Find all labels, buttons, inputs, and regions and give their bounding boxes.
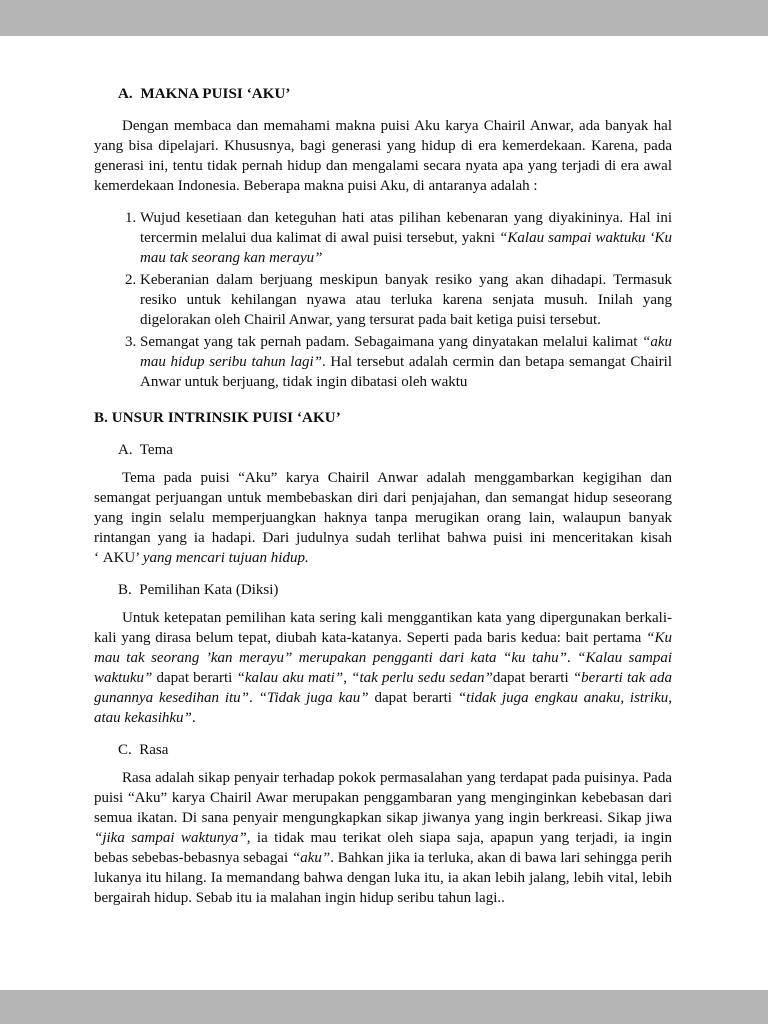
document-page	[0, 36, 768, 990]
text-run: dapat berarti	[368, 690, 458, 706]
document-content	[94, 84, 672, 920]
text-run: .	[249, 690, 259, 706]
tema-subheading: A. Tema	[118, 442, 173, 458]
text-run: Dengan membaca dan memahami makna puisi Aku karya Chairil Anwar, ada banyak hal yang bisa dipelajari. Khususnya, bagi generasi yang hidup di era kemerdekaan. Karena, pada generasi ini, tentu tidak pernah hidup dan mengalami secara nyata apa yang terjadi di era awal kemerdekaan Indonesia. Beberapa makna puisi Aku, di antaranya adalah :	[94, 118, 672, 194]
text-run: . Hal tersebut adalah cermin dan betapa semangat Chairil Anwar untuk berjuang, tidak ingin dibatasi oleh waktu	[140, 354, 672, 390]
section-b-heading: B. UNSUR INTRINSIK PUISI ‘AKU’	[94, 410, 341, 426]
diksi-subheading: B. Pemilihan Kata (Diksi)	[118, 582, 279, 598]
rasa-paragraph	[94, 768, 672, 908]
list-item-1	[140, 208, 672, 268]
text-run: dapat berarti	[492, 670, 573, 686]
italic-text-run: “Kalau sampai waktuku ‘Ku mau tak seorang kan merayu”	[140, 230, 673, 266]
italic-text-run: “Tidak juga kau”	[258, 690, 369, 706]
rasa-subheading: C. Rasa	[118, 742, 169, 758]
section-a-heading: A. MAKNA PUISI ‘AKU’	[118, 86, 291, 102]
text-run: Tema pada puisi “Aku” karya Chairil Anwar adalah menggambarkan kegigihan dan semangat perjuangan untuk membebaskan diri dari penjajahan, dan semangat hidup seseorang yang ingin selalu memperjuangkan haknya tanpa merugikan orang lain, walaupun banyak rintangan yang ia hadapi. Dari judulnya sudah terlihat bahwa puisi ini menceritakan kisah ‘ AKU’	[94, 470, 672, 566]
text-run: dapat berarti	[152, 670, 237, 686]
text-run: .	[191, 710, 196, 726]
text-run: Rasa adalah sikap penyair terhadap pokok permasalahan yang terdapat pada puisinya. Pada puisi “Aku” karya Chairil Awar merupakan penggambaran yang menginginkan kebebasan dari semua ikatan. Di sana penyair mengungkapkan sikap jiwanya yang ingin berkreasi. Sikap jiwa	[94, 770, 672, 826]
text-run: Keberanian dalam berjuang meskipun banyak resiko yang akan dihadapi. Termasuk resiko untuk kehilangan nyawa atau terluka karena senjata musuh. Inilah yang digelorakan oleh Chairil Anwar, yang tersurat pada bait ketiga puisi tersebut.	[140, 272, 672, 328]
italic-text-run: “aku”	[291, 850, 331, 866]
italic-text-run: “kalau aku mati”	[236, 670, 344, 686]
italic-text-run: “jika sampai waktunya”	[94, 830, 247, 846]
italic-text-run: yang mencari tujuan hidup.	[142, 550, 309, 566]
italic-text-run: “aku mau hidup seribu tahun lagi”	[140, 334, 672, 370]
tema-paragraph	[94, 468, 672, 568]
italic-text-run: “tak perlu sedu sedan”	[351, 670, 493, 686]
list-item-3	[140, 332, 672, 392]
makna-list	[94, 208, 672, 392]
italic-text-run: “Ku mau tak seorang ’kan merayu” merupakan pengganti dari kata “ku tahu”	[94, 630, 672, 666]
italic-text-run: “Kalau sampai waktuku”	[94, 650, 672, 686]
italic-text-run: “berarti tak ada gunannya kesedihan itu”	[94, 670, 673, 706]
makna-intro-paragraph	[94, 116, 672, 196]
text-run: ,	[343, 670, 352, 686]
italic-text-run: “tidak juga engkau anaku, istriku, atau kekasihku”	[94, 690, 672, 726]
text-run: . Bahkan jika ia terluka, akan di bawa lari sehingga perih lukanya itu hilang. Ia memandang bahwa dengan luka itu, ia akan lebih jalang, lebih vital, lebih bergairah hidup. Sebab itu ia malahan ingin hidup seribu tahun lagi..	[94, 850, 672, 906]
text-run: .	[566, 650, 578, 666]
list-item-2	[140, 270, 672, 330]
diksi-paragraph	[94, 608, 672, 728]
text-run: Semangat yang tak pernah padam. Sebagaimana yang dinyatakan melalui kalimat	[140, 334, 642, 350]
text-run: Untuk ketepatan pemilihan kata sering kali menggantikan kata yang dipergunakan berkali-kali yang dirasa belum tepat, diubah kata-katanya. Seperti pada baris kedua: bait pertama	[94, 610, 672, 646]
text-run: , ia tidak mau terikat oleh siapa saja, apapun yang terjadi, ia ingin bebas sebebas-bebasnya sebagai	[94, 830, 672, 866]
text-run: Wujud kesetiaan dan keteguhan hati atas pilihan kebenaran yang diyakininya. Hal ini tercermin melalui dua kalimat di awal puisi tersebut, yakni	[140, 210, 672, 246]
